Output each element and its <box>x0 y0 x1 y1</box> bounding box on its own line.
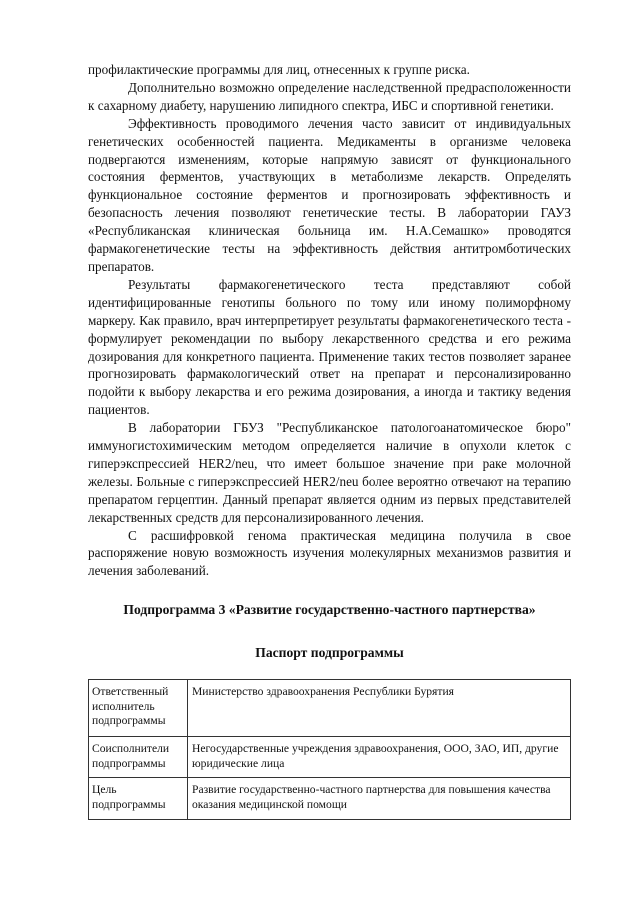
table-row <box>89 680 571 737</box>
passport-table <box>88 679 571 819</box>
document-page <box>88 61 571 820</box>
passport-label: Цель подпрограммы <box>89 778 188 819</box>
paragraph-risk-groups: профилактические программы для лиц, отнесенных к группе риска. <box>88 62 470 77</box>
paragraph-hereditary: Дополнительно возможно определение наследственной предрасположенности к сахарному диабету, нарушению липидного спектра, ИБС и спортивной генетики. <box>88 79 571 113</box>
paragraph-her2-laboratory: В лаборатории ГБУЗ "Республиканское патологоанатомическое бюро" иммуногистохимическим методом определяется наличие в опухоли клеток с гиперэкспрессией HER2/neu, что имеет большое значение при раке молочной железы. Больные с гиперэкспрессией HER2/neu более вероятно отвечают на терапию препаратом герцептин. Данный препарат является одним из первых представителей лекарственных средств для персонализированного лечения. <box>88 420 571 525</box>
spacer <box>88 619 571 644</box>
passport-label: Соисполнители подпрограммы <box>89 737 188 778</box>
paragraph-genome: С расшифровкой генома практическая медицина получила в свое распоряжение новую возможность изучения молекулярных механизмов развития и лечения заболеваний. <box>88 527 571 579</box>
passport-title: Паспорт подпрограммы <box>255 645 404 661</box>
spacer <box>88 662 571 679</box>
passport-value: Развитие государственно-частного партнерства для повышения качества оказания медицинской помощи <box>188 778 571 819</box>
passport-label: Ответственный исполнитель подпрограммы <box>89 680 188 737</box>
passport-value: Министерство здравоохранения Республики Бурятия <box>188 680 571 737</box>
table-row <box>89 737 571 778</box>
section-title: Подпрограмма 3 «Развитие государственно-частного партнерства» <box>123 602 536 618</box>
passport-value: Негосударственные учреждения здравоохранения, ООО, ЗАО, ИП, другие юридические лица <box>188 737 571 778</box>
paragraph-treatment-effectiveness: Эффективность проводимого лечения часто зависит от индивидуальных генетических особенностей пациента. Медикаменты в организме человека подвергаются изменениям, которые напрямую зависят от функционального состояния ферментов, участвующих в метаболизме лекарств. Определять функциональное состояние ферментов и прогнозировать эффективность и безопасность лечения позволяют генетические тесты. В лаборатории ГАУЗ «Республиканская клиническая больница им. Н.А.Семашко» проводятся фармакогенетические тесты на эффективность действия антитромботических препаратов. <box>88 115 571 274</box>
table-row <box>89 778 571 819</box>
paragraph-pharmacogenetic-results: Результаты фармакогенетического теста представляют собой идентифицированные генотипы больного по тому или иному полиморфному маркеру. Как правило, врач интерпретирует результаты фармакогенетического теста - формулирует рекомендации по выбору лекарственного средства и его режима дозирования для конкретного пациента. Применение таких тестов позволяет заранее прогнозировать фармакологический ответ на препарат и персонализированно подойти к выбору лекарства и его режима дозирования, а иногда и тактику ведения пациентов. <box>88 276 571 418</box>
spacer <box>88 580 571 601</box>
